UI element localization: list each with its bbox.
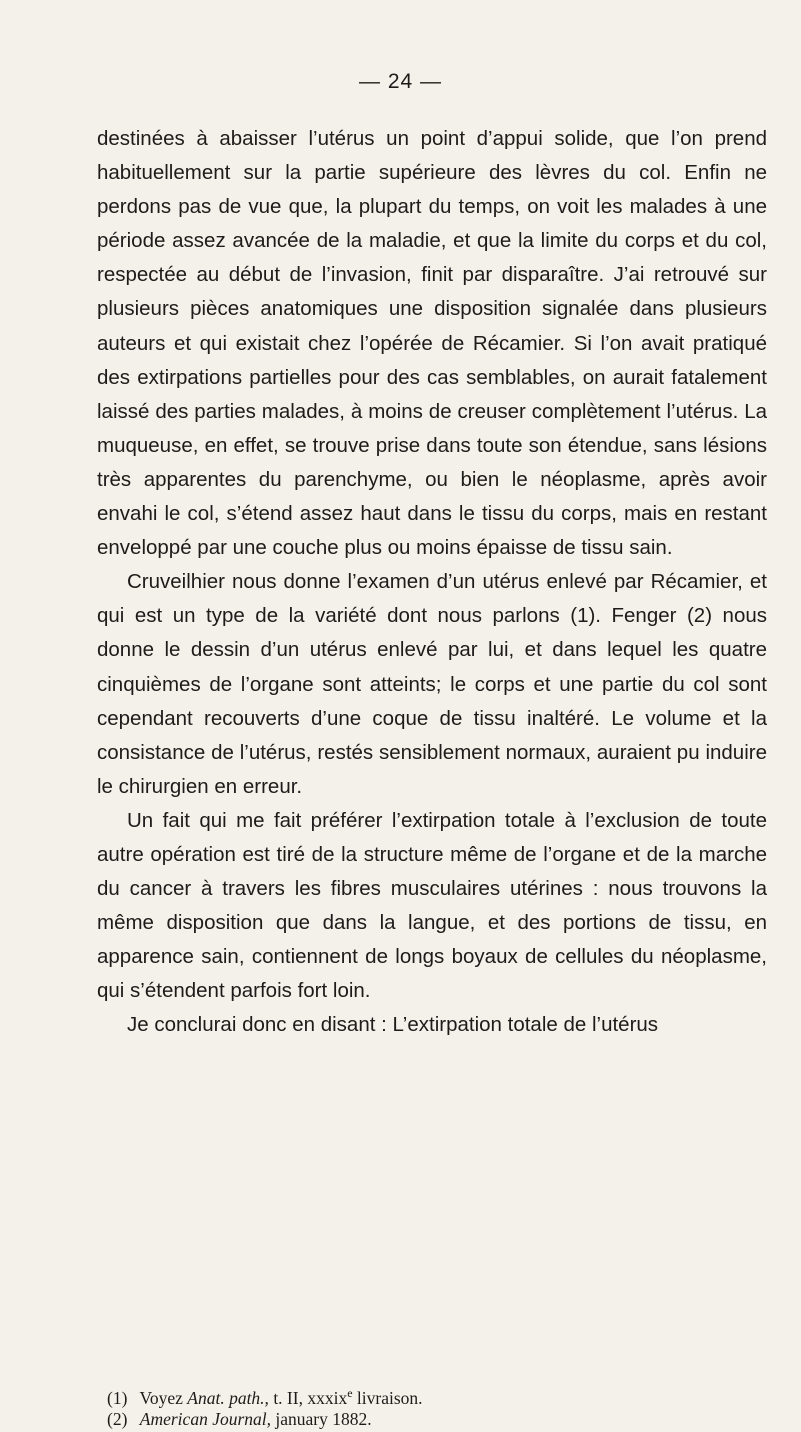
footnote-tail: livraison. — [352, 1387, 423, 1408]
footnote-marker: (2) — [107, 1409, 128, 1429]
footnote-lead: Voyez — [139, 1387, 183, 1408]
footnote-rest: january 1882. — [275, 1409, 372, 1429]
footnote-italic: Anat. path., — [187, 1387, 269, 1408]
page-number: — 24 — — [358, 70, 443, 93]
paragraph-1: destinées à abaisser l’utérus un point d’appui solide, que l’on prend habituellement sur la partie supérieure des lèvres du col. Enfin ne perdons pas de vue que, la plupart du temps, on voit les malades à une période assez avancée de la maladie, et que la limite du corps et du col, respectée au début de l’invasion, finit par disparaître. J’ai retrouvé sur plusieurs pièces anatomiques une disposition signalée dans plusieurs auteurs et qui existait chez l’opérée de Récamier. Si l’on avait pratiqué des extirpations partielles pour des cas semblables, on aurait fatalement laissé des parties malades, à moins de creuser complètement l’utérus. La muqueuse, en effet, se trouve prise dans toute son étendue, sans lésions très apparentes du parenchyme, ou bien le néoplasme, après avoir envahi le col, s’étend assez haut dans le tissu du corps, mais en restant enveloppé par une couche plus ou moins épaisse de tissu sain. — [97, 127, 767, 560]
footnote-rest: t. II, xxxix — [273, 1387, 348, 1408]
footnote-2 — [107, 1406, 767, 1432]
footnote-italic: American Journal, — [139, 1409, 272, 1429]
paragraph-3: Un fait qui me fait préférer l’extirpation totale à l’exclusion de toute autre opération est tiré de la structure même de l’organe et de la marche du cancer à travers les fibres musculaires utérines : nous trouvons la même disposition que dans la langue, et des portions de tissu, en apparence sain, contiennent de longs boyaux de cellules du néoplasme, qui s’étendent parfois fort loin. — [97, 808, 767, 1003]
footnote-sup: e — [347, 1386, 353, 1400]
paragraph-2: Cruveilhier nous donne l’examen d’un utérus enlevé par Récamier, et qui est un type de la variété dont nous parlons (1). Fenger (2) nous donne le dessin d’un utérus enlevé par lui, et dans lequel les quatre cinquièmes de l’organe sont atteints; le corps et une partie du col sont cependant recouverts d’une coque de tissu inaltéré. Le volume et la consistance de l’utérus, restés sensiblement normaux, auraient pu induire le chirurgien en erreur. — [97, 570, 767, 798]
paragraph-4: Je conclurai donc en disant : L’extirpation totale de l’utérus — [127, 1013, 659, 1037]
body-text — [97, 122, 767, 1043]
footnote-marker: (1) — [107, 1387, 128, 1408]
